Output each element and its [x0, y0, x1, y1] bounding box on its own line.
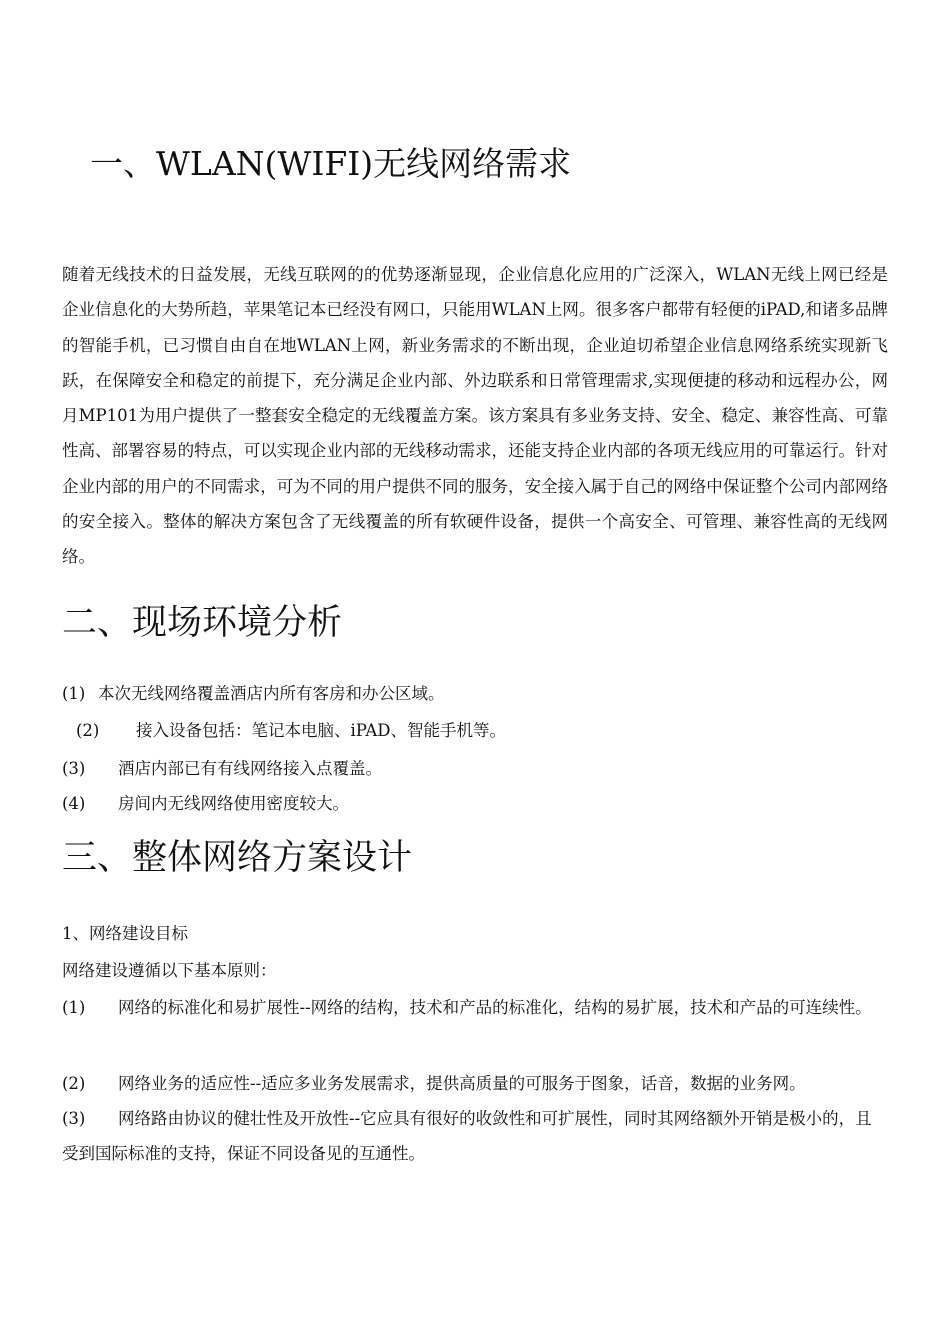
item-number: (1) — [62, 998, 86, 1017]
item-text: 房间内无线网络使用密度较大。 — [118, 794, 349, 813]
item-text: 网络业务的适应性--适应多业务发展需求，提供高质量的可服务于图象，话音，数据的业务网。 — [118, 1074, 806, 1093]
section-2-item-3 — [62, 757, 382, 781]
section-2-item-1 — [62, 682, 445, 706]
section-3-item-3 — [62, 1101, 888, 1171]
section-3-item-1 — [62, 990, 888, 1025]
item-number: (1) — [62, 684, 86, 703]
section-2-heading: 二、现场环境分析 — [62, 603, 343, 643]
item-number: (3) — [62, 759, 86, 778]
item-text: 网络路由协议的健壮性及开放性--它应具有很好的收敛性和可扩展性，同时其网络额外开销是极小的，且受到国际标准的支持，保证不同设备见的互通性。 — [62, 1109, 872, 1163]
section-3-heading: 三、整体网络方案设计 — [62, 838, 413, 878]
item-text: 接入设备包括：笔记本电脑、iPAD、智能手机等。 — [136, 721, 507, 740]
item-text: 本次无线网络覆盖酒店内所有客房和办公区域。 — [98, 684, 445, 703]
section-3-subheading: 1、网络建设目标 — [62, 924, 188, 943]
item-number: (2) — [62, 1074, 86, 1093]
section-3-item-2 — [62, 1066, 888, 1101]
section-1-paragraph: 随着无线技术的日益发展，无线互联网的的优势逐渐显现，企业信息化应用的广泛深入，WLAN无线上网已经是企业信息化的大势所趋，苹果笔记本已经没有网口，只能用WLAN上网。很多客户都带有轻便的iPAD,和诸多品牌的智能手机，已习惯自由自在地WLAN上网，新业务需求的不断出现，企业迫切希望企业信息网络系统实现新飞跃，在保障安全和稳定的前提下，充分满足企业内部、外边联系和日常管理需求,实现便捷的移动和远程办公，网月MP101为用户提供了一整套安全稳定的无线覆盖方案。该方案具有多业务支持、安全、稳定、兼容性高、可靠性高、部署容易的特点，可以实现企业内部的无线移动需求，还能支持企业内部的各项无线应用的可靠运行。针对企业内部的用户的不同需求，可为不同的用户提供不同的服务，安全接入属于自己的网络中保证整个公司内部网络的安全接入。整体的解决方案包含了无线覆盖的所有软硬件设备，提供一个高安全、可管理、兼容性高的无线网络。 — [62, 265, 888, 567]
item-number: (2) — [76, 721, 100, 740]
item-number: (3) — [62, 1109, 86, 1128]
section-2-item-4 — [62, 792, 349, 816]
item-number: (4) — [62, 794, 86, 813]
item-text: 网络的标准化和易扩展性--网络的结构，技术和产品的标准化，结构的易扩展，技术和产品的可连续性。 — [118, 998, 872, 1017]
section-3-intro: 网络建设遵循以下基本原则： — [62, 961, 277, 980]
item-text: 酒店内部已有有线网络接入点覆盖。 — [118, 759, 382, 778]
section-2-item-2 — [76, 719, 506, 743]
section-1-heading: 一、WLAN(WIFI)无线网络需求 — [90, 144, 572, 183]
